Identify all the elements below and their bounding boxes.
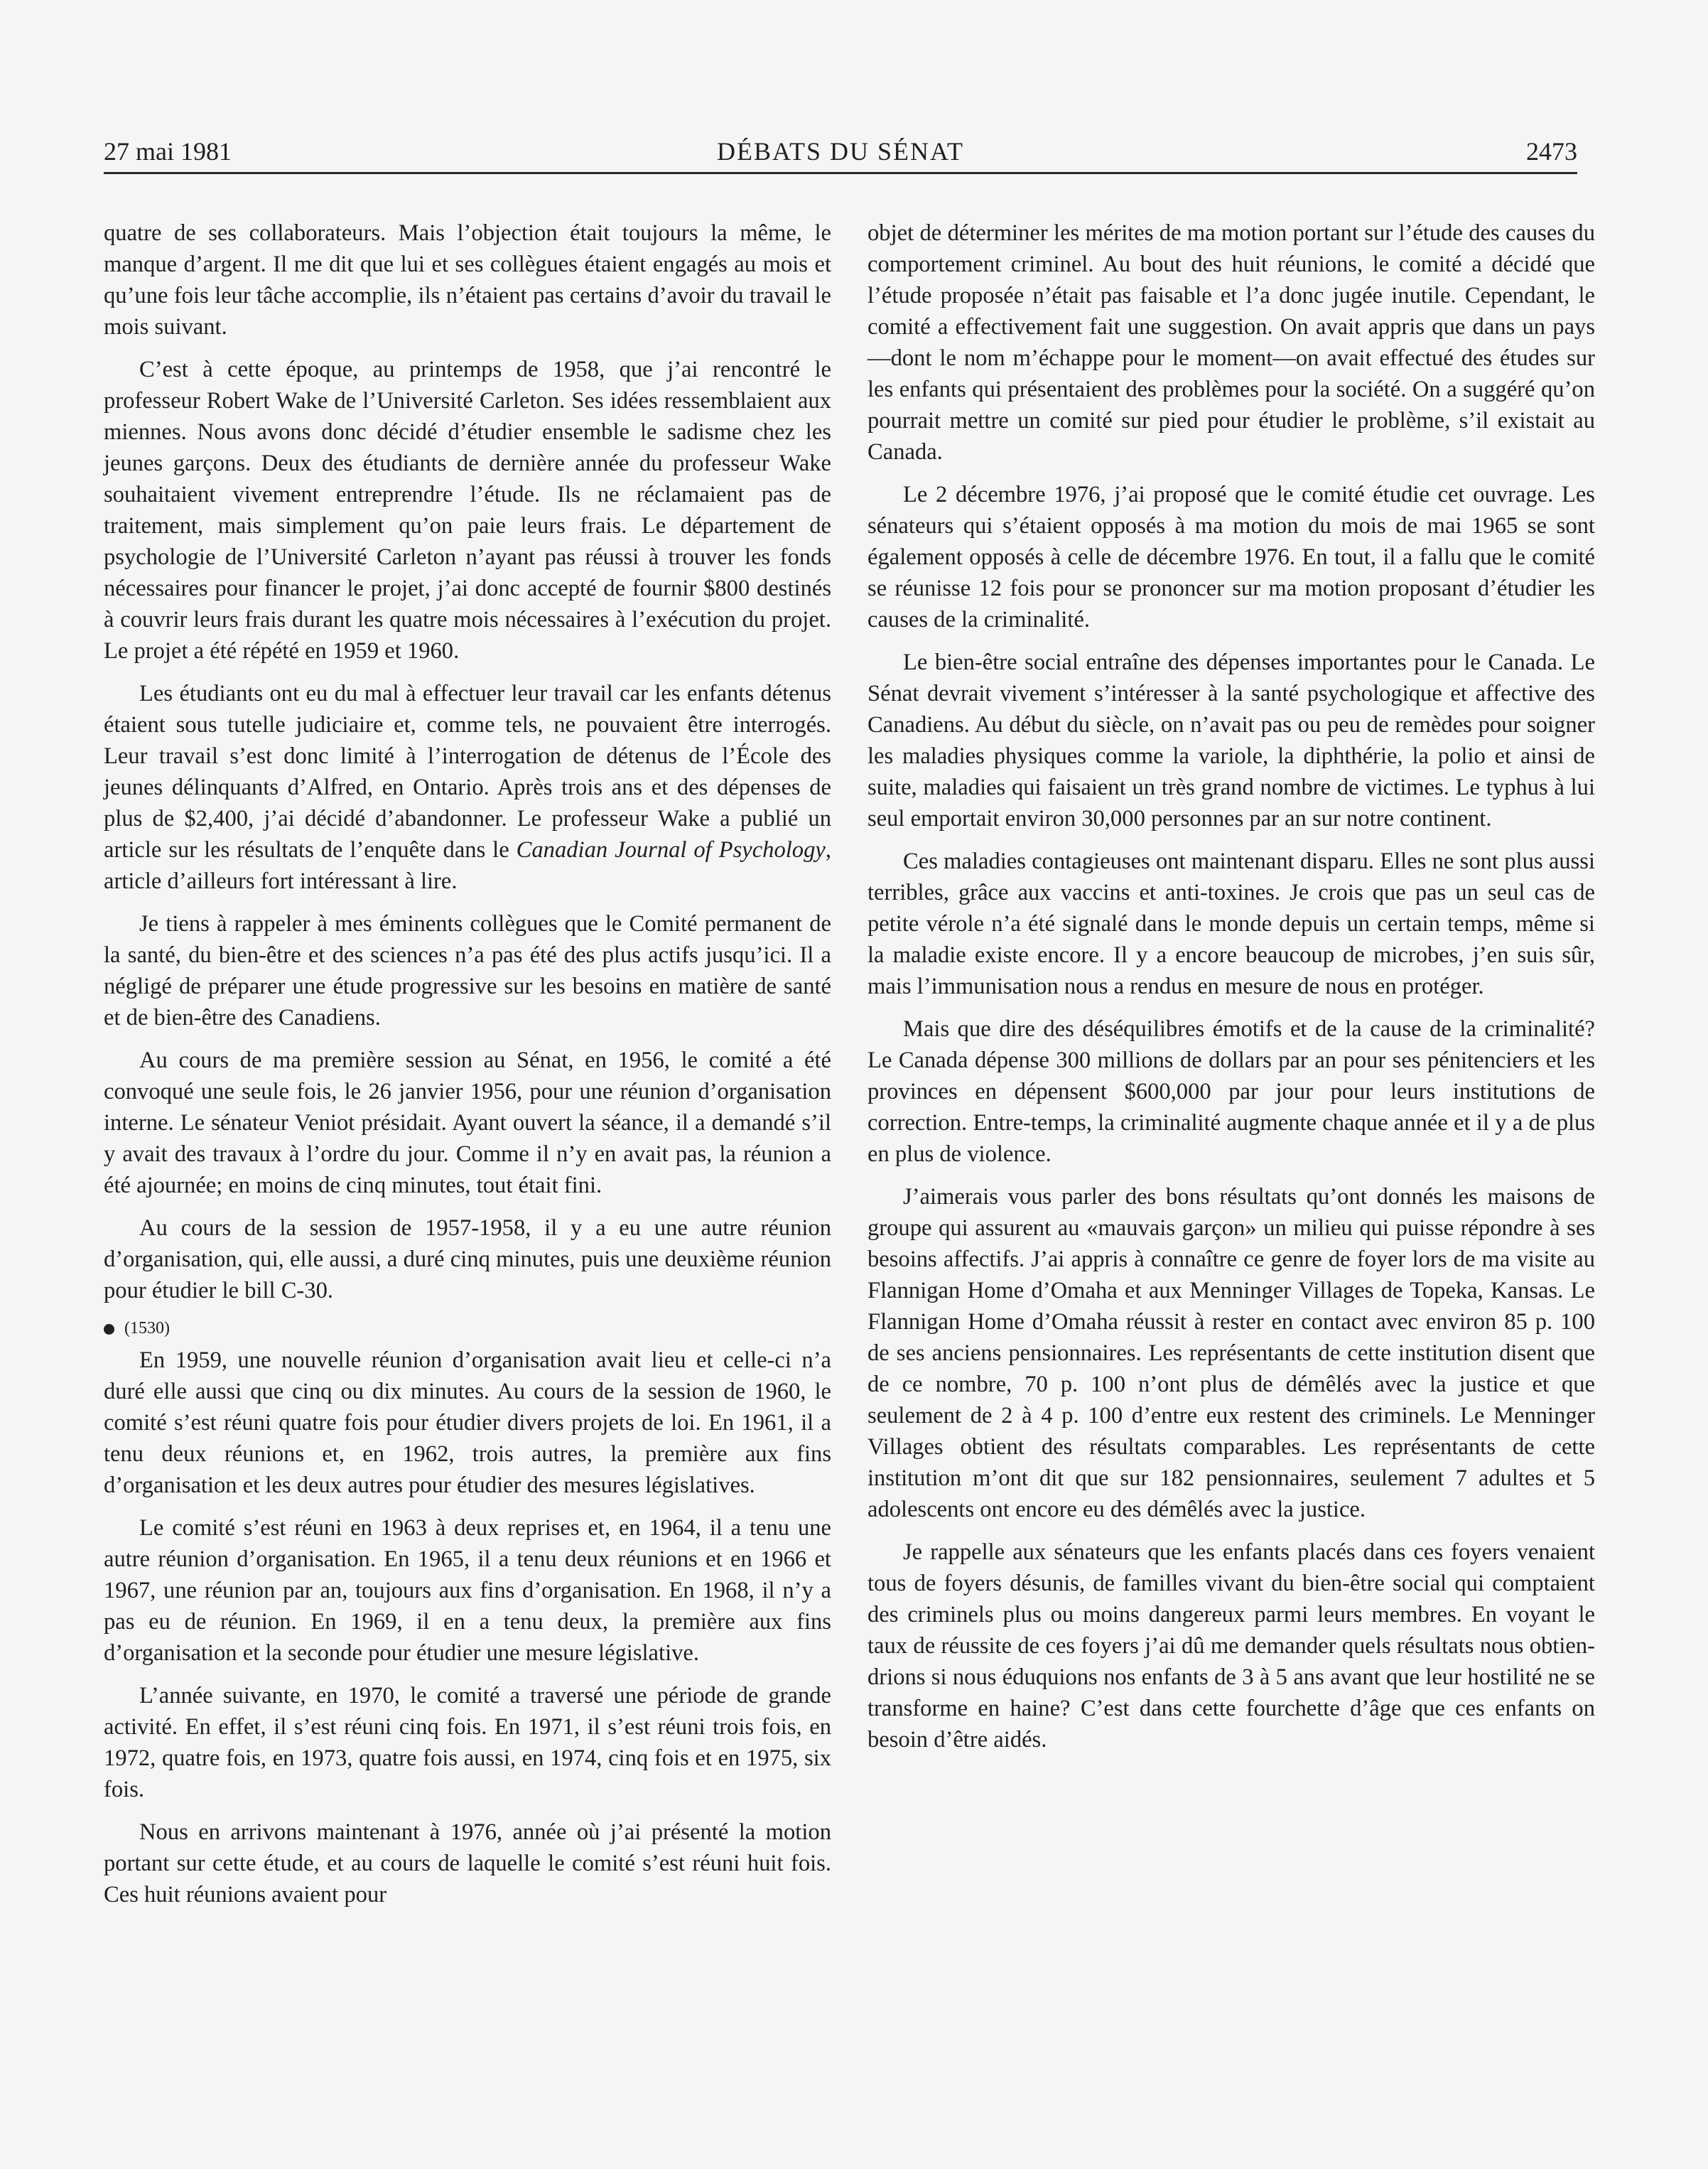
paragraph: Je tiens à rappeler à mes éminents collègues que le Comité permanent de la santé, du bien-être et des sciences n’a pas été des plus actifs jusqu’ici. Il a négligé de préparer une étude progressive sur les besoins en matière de santé et de bien-être des Canadiens. <box>104 911 831 1030</box>
paragraph: Mais que dire des déséquilibres émotifs et de la cause de la criminalité? Le Canada dépense 300 millions de dollars par an pour ses pénitenciers et les provinces en dépensent $600,000 par jour pour leurs institutions de correction. Entre-temps, la criminalité augmente chaque année et il y a de plus en plus de violence. <box>867 1016 1595 1167</box>
paragraph-text: Les étudiants ont eu du mal à effectuer leur travail car les enfants détenus étaient sous tutelle judiciaire et, comme tels, ne pouvaient être interrogés. Leur travail s’est donc limité à l’interrogation de détenus de l’École des jeunes délinquants d’Alfred, en Ontario. Après trois ans et des dépenses de plus de $2,400, j’ai décidé d’abandonner. Le professeur Wake a publié un article sur les résultats de l’enquête dans le <box>104 681 831 863</box>
paragraph <box>104 678 831 897</box>
paragraph: L’année suivante, en 1970, le comité a traversé une période de grande activité. En effet, il s’est réuni cinq fois. En 1971, il s’est réuni trois fois, en 1972, quatre fois, en 1973, quatre fois aussi, en 1974, cinq fois et en 1975, six fois. <box>104 1683 831 1802</box>
paragraph: En 1959, une nouvelle réunion d’organisation avait lieu et celle-ci n’a duré elle aussi que cinq ou dix minutes. Au cours de la session de 1960, le comité s’est réuni quatre fois pour étudier divers projets de loi. En 1961, il a tenu deux réunions et, en 1962, trois autres, la première aux fins d’organisation et les deux autres pour étudier des mesures législatives. <box>104 1347 831 1498</box>
paragraph: Le 2 décembre 1976, j’ai proposé que le comité étudie cet ouvrage. Les sénateurs qui s’étaient opposés à ma motion du mois de mai 1965 se sont également opposés à celle de décembre 1976. En tout, il a fallu que le comité se réunisse 12 fois pour se prononcer sur ma motion proposant d’étudier les causes de la criminalité. <box>867 482 1595 633</box>
header-page-number: 2473 <box>1526 137 1577 166</box>
paragraph: J’aimerais vous parler des bons résultats qu’ont donnés les maisons de groupe qui assurent au «mauvais garçon» un milieu qui puisse répondre à ses besoins affectifs. J’ai appris à connaître ce genre de foyer lors de ma visite au Flannigan Home d’Omaha et aux Menninger Villages de Topeka, Kansas. Le Flannigan Home d’Omaha réussit à rester en contact avec environ 85 p. 100 de ses anciens pensionnaires. Les représentants de cette institution disent que de ce nombre, 70 p. 100 n’ont plus de démêlés avec la justice et que seulement de 2 à 4 p. 100 d’entre eux restent des criminels. Le Menninger Villages obtient des résultats comparables. Les représentants de cette institution m’ont dit que sur 182 pensionnaires, seulement 7 adultes et 5 adolescents ont encore eu des démêlés avec la justice. <box>867 1184 1595 1522</box>
time-marker-label: (1530) <box>124 1319 170 1338</box>
paragraph: objet de déterminer les mérites de ma motion portant sur l’étude des causes du comportement criminel. Au bout des huit réunions, le comité a décidé que l’étude proposée n’était pas faisable et l’a donc jugée inutile. Cependant, le comité a effectivement fait une suggestion. On avait appris que dans un pays—dont le nom m’échappe pour le moment—on avait effectué des études sur les enfants qui présentaient des problèmes pour la société. On a suggéré qu’on pourrait mettre un comité sur pied pour étudier le problème, s’il existait au Canada. <box>867 220 1595 465</box>
time-marker <box>104 1318 831 1339</box>
page-header <box>104 136 1577 174</box>
header-date: 27 mai 1981 <box>104 137 232 166</box>
paragraph: Le comité s’est réuni en 1963 à deux reprises et, en 1964, il a tenu une autre réunion d’organisation. En 1965, il a tenu deux réunions et en 1966 et 1967, une réunion par an, toujours aux fins d’organisation. En 1968, il n’y a pas eu de réunion. En 1969, il en a tenu deux, la première aux fins d’organisation et la seconde pour étudier une mesure législative. <box>104 1515 831 1666</box>
bullet-icon <box>104 1324 114 1335</box>
paragraph: Au cours de ma première session au Sénat, en 1956, le comité a été convoqué une seule fois, le 26 janvier 1956, pour une réunion d’organisation interne. Le sénateur Veniot présidait. Ayant ouvert la séance, il a demandé s’il y avait des travaux à l’ordre du jour. Comme il n’y en avait pas, la réunion a été ajournée; en moins de cinq minutes, tout était fini. <box>104 1048 831 1198</box>
journal-title: Canadian Journal of Psychology <box>516 837 826 863</box>
header-title: DÉBATS DU SÉNAT <box>716 137 965 166</box>
paragraph: Je rappelle aux sénateurs que les enfants placés dans ces foyers venaient tous de foyers désunis, de familles vivant du bien-être social qui comptaient des criminels plus ou moins dangereux parmi leurs membres. En voyant le taux de réussite de ces foyers j’ai dû me demander quels résultats nous obtiendrions si nous éduquions nos enfants de 3 à 5 ans avant que leur hostilité ne se transforme en haine? C’est dans cette fourchette d’âge que ces enfants on besoin d’être aidés. <box>867 1539 1595 1753</box>
paragraph-text: , article d’ailleurs fort intéressant à lire. <box>104 837 831 894</box>
paragraph: quatre de ses collaborateurs. Mais l’objection était toujours la même, le manque d’argent. Il me dit que lui et ses collègues étaient engagés au mois et qu’une fois leur tâche accomplie, ils n’étaient pas certains d’avoir du travail le mois suivant. <box>104 220 831 340</box>
paragraph: Le bien-être social entraîne des dépenses importantes pour le Canada. Le Sénat devrait vivement s’intéresser à la santé psychologique et affective des Canadiens. Au début du siècle, on n’avait pas ou peu de remèdes pour soigner les maladies physiques comme la variole, la diphthérie, la polio et ainsi de suite, maladies qui faisaient un très grand nombre de victimes. Le typhus à lui seul emportait environ 30,000 personnes par an sur notre continent. <box>867 650 1595 831</box>
right-column <box>867 217 1595 1767</box>
paragraph: C’est à cette époque, au printemps de 1958, que j’ai rencontré le professeur Robert Wake de l’Université Carleton. Ses idées ressemblaient aux miennes. Nous avons donc décidé d’étudier ensemble le sadisme chez les jeunes garçons. Deux des étudiants de dernière année du professeur Wake souhaitaient vivement entreprendre l’étude. Ils ne réclamaient pas de traitement, mais simplement qu’on paie leurs frais. Le département de psychologie de l’Université Carleton n’ayant pas réussi à trouver les fonds nécessaires pour financer le projet, j’ai donc accepté de fournir $800 destinés à couvrir leurs frais durant les quatre mois nécessaires à l’exécution du projet. Le projet a été répété en 1959 et 1960. <box>104 357 831 664</box>
left-column <box>104 217 831 1922</box>
paragraph: Au cours de la session de 1957-1958, il y a eu une autre réunion d’organisation, qui, elle aussi, a duré cinq minutes, puis une deuxième réunion pour étudier le bill C-30. <box>104 1215 831 1303</box>
paragraph: Ces maladies contagieuses ont maintenant disparu. Elles ne sont plus aussi terribles, grâce aux vaccins et anti-toxines. Je crois que pas un seul cas de petite vérole n’a été signalé dans le monde depuis un certain temps, même si la maladie existe encore. Il y a encore beaucoup de microbes, j’en suis sûr, mais l’immunisation nous a rendus en mesure de nous en protéger. <box>867 849 1595 999</box>
paragraph: Nous en arrivons maintenant à 1976, année où j’ai présenté la motion portant sur cette étude, et au cours de laquelle le comité s’est réuni huit fois. Ces huit réunions avaient pour <box>104 1819 831 1907</box>
